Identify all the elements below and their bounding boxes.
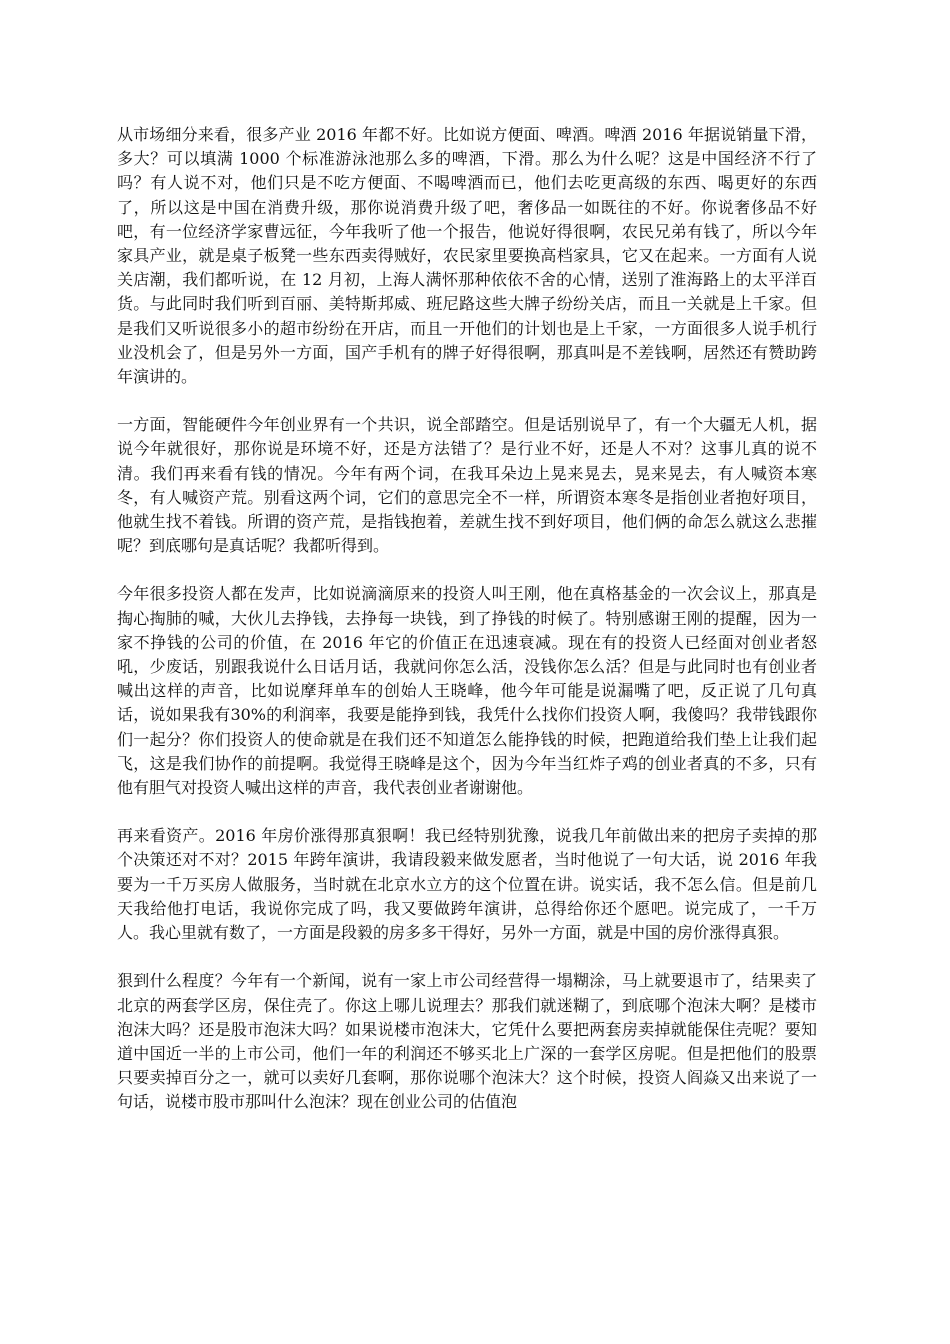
paragraph-smart-hardware: 一方面，智能硬件今年创业界有一个共识，说全部踏空。但是话别说早了，有一个大疆无人机，据说今年就很好，那你说是环境不好，还是方法错了？是行业不好，还是人不对？这事儿真的说不清。我们再来看有钱的情况。今年有两个词，在我耳朵边上晃来晃去，晃来晃去，有人喊资本寒冬，有人喊资产荒。别看这两个词，它们的意思完全不一样，所谓资本寒冬是指创业者抱好项目，他就生找不着钱。所谓的资产荒，是指钱抱着，差就生找不到好项目，他们俩的命怎么就这么悲摧呢？到底哪句是真话呢？我都听得到。 [117,415,817,556]
paragraph-market-segments: 从市场细分来看，很多产业 2016 年都不好。比如说方便面、啤酒。啤酒 2016 年据说销量下滑，多大？可以填满 1000 个标准游泳池那么多的啤酒，下滑。那么为什么呢？这是中国经济不行了吗？有人说不对，他们只是不吃方便面、不喝啤酒而已，他们去吃更高级的东西、喝更好的东西了，所以这是中国在消费升级，那你说消费升级了吧，奢侈品一如既往的不好。你说奢侈品不好吧，有一位经济学家曹远征，今年我听了他一个报告，他说好得很啊，农民兄弟有钱了，所以今年家具产业，就是桌子板凳一些东西卖得贼好，农民家里要换高档家具，它又在起来。一方面有人说关店潮，我们都听说，在 12 月初，上海人满怀那种依依不舍的心情，送别了淮海路上的太平洋百货。与此同时我们听到百丽、美特斯邦威、班尼路这些大牌子纷纷关店，而且一关就是上千家。但是我们又听说很多小的超市纷纷在开店，而且一开他们的计划也是上千家，一方面很多人说手机行业没机会了，但是另外一方面，国产手机有的牌子好得很啊，那真叫是不差钱啊，居然还有赞助跨年演讲的。 [117,125,817,387]
paragraph-bubble: 狠到什么程度？今年有一个新闻，说有一家上市公司经营得一塌糊涂，马上就要退市了，结果卖了北京的两套学区房，保住壳了。你这上哪儿说理去？那我们就迷糊了，到底哪个泡沫大啊？是楼市泡沫大吗？还是股市泡沫大吗？如果说楼市泡沫大，它凭什么要把两套房卖掉就能保住壳呢？要知道中国近一半的上市公司，他们一年的利润还不够买北上广深的一套学区房呢。但是把他们的股票只要卖掉百分之一，就可以卖好几套啊，那你说哪个泡沫大？这个时候，投资人阎焱又出来说了一句话，说楼市股市那叫什么泡沫？现在创业公司的估值泡 [117,971,817,1112]
document-page [117,123,817,1139]
paragraph-assets: 再来看资产。2016 年房价涨得那真狠啊！我已经特别犹豫，说我几年前做出来的把房子卖掉的那个决策还对不对？2015 年跨年演讲，我请段毅来做发愿者，当时他说了一句大话，说 2016 年我要为一千万买房人做服务，当时就在北京水立方的这个位置在讲。说实话，我不怎么信。但是前几天我给他打电话，我说你完成了吗，我又要做跨年演讲，总得给你还个愿吧。说完成了，一千万人。我心里就有数了，一方面是段毅的房多多干得好，另外一方面，就是中国的房价涨得真狠。 [117,826,817,943]
paragraph-investors: 今年很多投资人都在发声，比如说滴滴原来的投资人叫王刚，他在真格基金的一次会议上，那真是掏心掏肺的喊，大伙儿去挣钱，去挣每一块钱，到了挣钱的时候了。特别感谢王刚的提醒，因为一家不挣钱的公司的价值，在 2016 年它的价值正在迅速衰减。现在有的投资人已经面对创业者怒吼，少废话，别跟我说什么日话月话，我就问你怎么活，没钱你怎么活？但是与此同时也有创业者喊出这样的声音，比如说摩拜单车的创始人王晓峰，他今年可能是说漏嘴了吧，反正说了几句真话，说如果我有30%的利润率，我要是能挣到钱，我凭什么找你们投资人啊，我傻吗？我带钱跟你们一起分？你们投资人的使命就是在我们还不知道怎么能挣钱的时候，把跑道给我们垫上让我们起飞，这是我们协作的前提啊。我觉得王晓峰是这个，因为今年当红炸子鸡的创业者真的不多，只有他有胆气对投资人喊出这样的声音，我代表创业者谢谢他。 [117,584,817,798]
